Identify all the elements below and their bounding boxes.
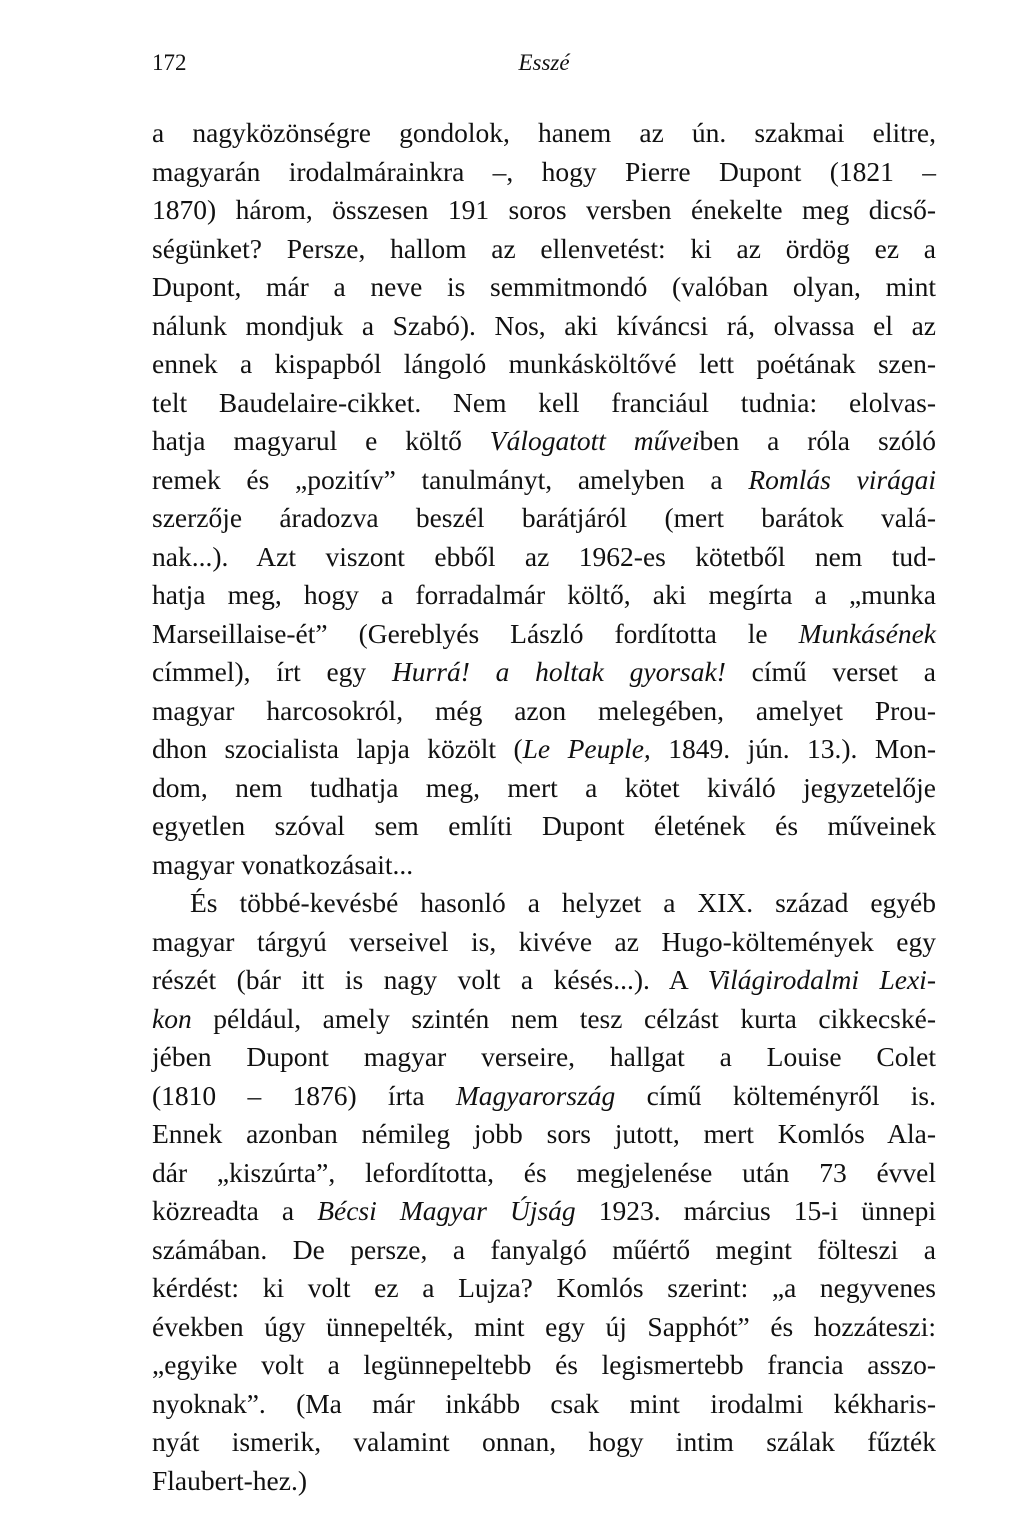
text-line [152,1192,936,1231]
page-header [152,50,936,80]
text-run: 1849. jún. 13.). Mon- [650,733,936,764]
text-line [152,1346,936,1385]
text-run: dhon szocialista lapja közölt ( [152,733,523,764]
text-line [152,153,936,192]
italic-title: Munkásének [798,617,936,649]
text-line [152,846,936,885]
page-number: 172 [152,50,187,75]
running-title: Esszé [518,50,570,75]
text-run: ben a róla szóló [699,425,936,456]
text-run: ennek a kispapból lángoló munkásköltővé lett poétának szen- [152,348,936,379]
essay-body [152,114,936,1500]
text-line [152,230,936,269]
text-run: magyar vonatkozásait... [152,848,414,880]
text-run: nak...). Azt viszont ebből az 1962-es kötetből nem tud- [152,540,936,572]
text-line [152,345,936,384]
text-line [152,307,936,346]
italic-title: Romlás virágai [748,463,936,495]
text-line [152,384,936,423]
text-run: címmel), írt egy [152,656,392,687]
text-line [152,1077,936,1116]
text-line [152,1154,936,1193]
italic-title: Válogatott művei [489,425,700,456]
italic-title: kon [152,1002,192,1034]
text-run: szerzője áradozva beszél barátjáról (mert barátok valá- [152,502,936,533]
text-run: Marseillaise-ét” (Gereblyés László fordította le [152,617,799,649]
text-run: És többé-kevésbé hasonló a helyzet a XIX. század egyéb [190,887,936,918]
text-run: című verset a [725,656,936,687]
text-run: 1923. március 15-i ünnepi [575,1195,937,1226]
text-run: nálunk mondjuk a Szabó). Nos, aki kíváncsi rá, olvassa el az [152,309,936,341]
text-line [152,769,936,808]
text-line [152,1385,936,1424]
text-run: Ennek azonban némileg jobb sors jutott, mert Komlós Ala- [152,1118,936,1149]
text-run: Flaubert-hez.) [152,1464,307,1496]
text-run: kérdést: ki volt ez a Lujza? Komlós szerint: „a negyvenes [152,1272,936,1303]
text-run: dár „kiszúrta”, lefordította, és megjelenése után 73 évvel [152,1156,936,1188]
text-line [152,268,936,307]
text-line [152,1423,936,1462]
text-run: magyar harcosokról, még azon melegében, amelyet Prou- [152,694,936,726]
text-run: például, amely szintén nem tesz célzást kurta cikkecské- [191,1002,936,1034]
italic-title: Hurrá! a holtak gyorsak! [391,656,726,687]
text-run: részét (bár itt is nagy volt a késés...). A [152,964,708,995]
text-run: nyoknak”. (Ma már inkább csak mint irodalmi kékharis- [152,1387,936,1419]
text-run: években úgy ünnepelték, mint egy új Sapphót” és hozzáteszi: [152,1310,936,1342]
text-line [152,576,936,615]
text-line [152,961,936,1000]
text-run: telt Baudelaire-cikket. Nem kell franciául tudnia: elolvas- [152,386,936,418]
text-run: egyetlen szóval sem említi Dupont életének és műveinek [152,810,936,841]
text-run: (1810 – 1876) írta [152,1079,456,1111]
text-line [152,923,936,962]
text-run: remek és „pozitív” tanulmányt, amelyben a [152,463,749,495]
text-line [152,1269,936,1308]
text-run: „egyike volt a legünnepeltebb és legismertebb francia asszo- [152,1349,936,1380]
text-line [152,1462,936,1501]
italic-title: Bécsi Magyar Újság [317,1195,576,1226]
text-run: Dupont, már a neve is semmitmondó (valóban olyan, mint [152,271,936,302]
text-line [152,191,936,230]
text-line [152,730,936,769]
italic-title: Világirodalmi Lexi- [707,964,936,995]
text-line [152,653,936,692]
text-line [152,615,936,654]
text-line [152,1115,936,1154]
paragraph-2 [152,884,936,1500]
text-run: jében Dupont magyar verseire, hallgat a Louise Colet [152,1041,936,1072]
text-run: hatja magyarul e költő [152,425,490,456]
italic-title: Magyarország [455,1079,616,1111]
text-run: hatja meg, hogy a forradalmár költő, aki megírta a „munka [152,579,936,610]
text-line [152,1308,936,1347]
text-line [152,538,936,577]
text-line [152,114,936,153]
text-line [152,1038,936,1077]
text-line [152,422,936,461]
text-line [152,807,936,846]
text-run: ségünket? Persze, hallom az ellenvetést: ki az ördög ez a [152,232,936,264]
text-run: című költeményről is. [615,1079,936,1111]
text-run: 1870) három, összesen 191 soros versben énekelte meg dicső- [152,194,936,225]
text-line [152,1000,936,1039]
text-line [152,692,936,731]
text-run: dom, nem tudhatja meg, mert a kötet kiváló jegyzetelője [152,771,936,803]
italic-title: Le Peuple, [522,733,651,764]
text-line [152,499,936,538]
text-run: nyát ismerik, valamint onnan, hogy intim szálak fűzték [152,1426,936,1457]
text-line [152,461,936,500]
text-run: magyar tárgyú verseivel is, kivéve az Hugo-költemények egy [152,925,936,957]
text-run: magyarán irodalmárainkra –, hogy Pierre Dupont (1821 – [152,155,936,187]
paragraph-1 [152,114,936,884]
text-run: a nagyközönségre gondolok, hanem az ún. szakmai elitre, [152,117,936,148]
text-line [152,1231,936,1270]
text-run: számában. De persze, a fanyalgó műértő megint fölteszi a [152,1233,936,1265]
text-run: közreadta a [152,1195,318,1226]
text-line [152,884,936,923]
